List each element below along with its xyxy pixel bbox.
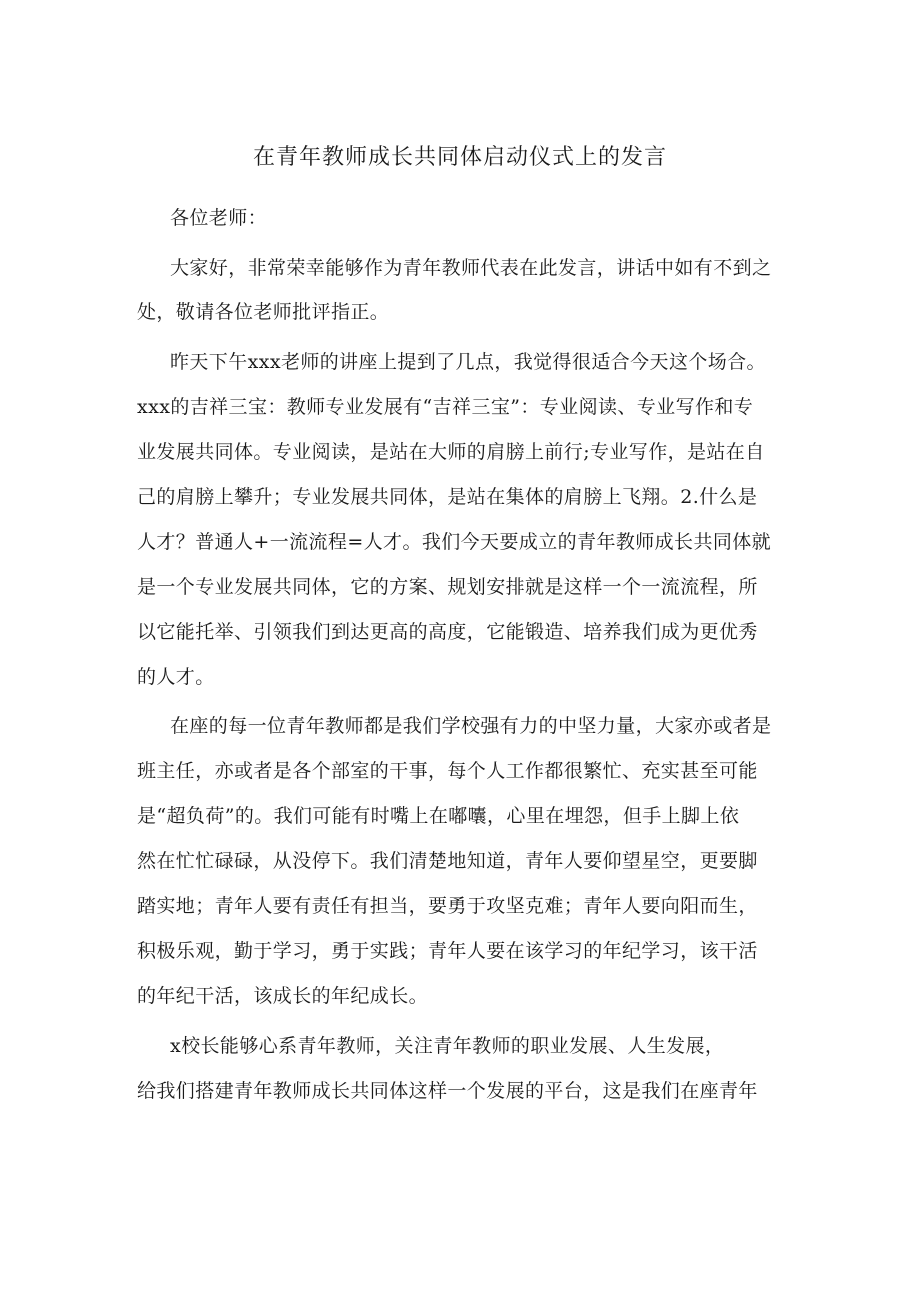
text-line: 班主任，亦或者是各个部室的干事，每个人工作都很繁忙、充实甚至可能: [137, 760, 758, 782]
text-line: 业发展共同体。专业阅读，是站在大师的肩膀上前行;专业写作，是站在自: [137, 441, 765, 463]
text-line: x校长能够心系青年教师，关注青年教师的职业发展、人生发展，: [170, 1035, 725, 1057]
text-line: 在座的每一位青年教师都是我们学校强有力的中坚力量，大家亦或者是: [170, 715, 772, 737]
text-line: 然在忙忙碌碌，从没停下。我们清楚地知道，青年人要仰望星空，更要脚: [137, 850, 758, 872]
document-title: 在青年教师成长共同体启动仪式上的发言: [252, 145, 667, 170]
text-line: 昨天下午xxx老师的讲座上提到了几点，我觉得很适合今天这个场合。: [170, 351, 766, 373]
text-line: 己的肩膀上攀升；专业发展共同体，是站在集体的肩膀上飞翔。2.什么是: [137, 486, 758, 508]
text-line: 大家好，非常荣幸能够作为青年教师代表在此发言，讲话中如有不到之: [170, 257, 772, 279]
text-line: 给我们搭建青年教师成长共同体这样一个发展的平台，这是我们在座青年: [137, 1080, 758, 1102]
salutation: 各位老师：: [170, 207, 268, 229]
text-line: 是“超负荷”的。我们可能有时嘴上在嘟囔，心里在埋怨，但手上脚上依: [137, 805, 740, 827]
text-line: xxx的吉祥三宝：教师专业发展有“吉祥三宝”：专业阅读、专业写作和专: [137, 396, 754, 418]
text-line: 以它能托举、引领我们到达更高的高度，它能锻造、培养我们成为更优秀: [137, 621, 758, 643]
text-line: 的人才。: [137, 666, 215, 688]
text-line: 的年纪干活，该成长的年纪成长。: [137, 985, 429, 1007]
text-line: 处，敬请各位老师批评指正。: [137, 301, 390, 323]
text-line: 人才？普通人+一流流程=人才。我们今天要成立的青年教师成长共同体就: [137, 531, 772, 553]
text-line: 踏实地；青年人要有责任有担当，要勇于攻坚克难；青年人要向阳而生，: [137, 895, 758, 917]
text-line: 积极乐观，勤于学习，勇于实践；青年人要在该学习的年纪学习，该干活: [137, 940, 758, 962]
text-line: 是一个专业发展共同体，它的方案、规划安排就是这样一个一流流程，所: [137, 576, 758, 598]
